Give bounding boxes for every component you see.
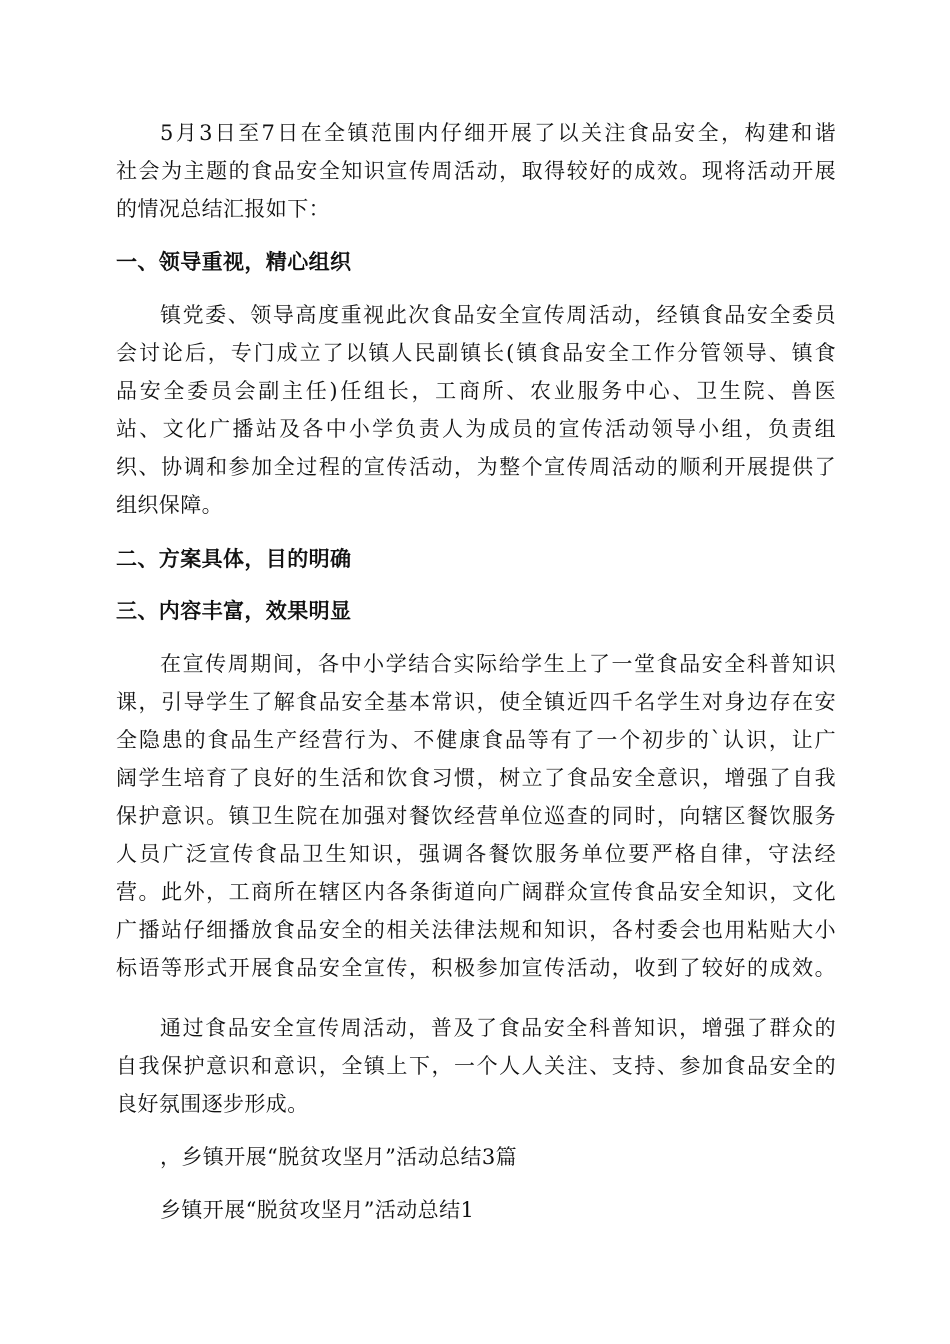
text-line: 自我保护意识和意识，全镇上下，一个人人关注、支持、参加食品安全的 [116,1054,836,1078]
text-line: 5月3日至7日在全镇范围内仔细开展了以关注食品安全，构建和谐 [160,121,836,145]
text-line: 站、文化广播站及各中小学负责人为成员的宣传活动领导小组，负责组 [116,417,836,441]
text-line: 通过食品安全宣传周活动，普及了食品安全科普知识，增强了群众的 [160,1016,836,1040]
text-line: 在宣传周期间，各中小学结合实际给学生上了一堂食品安全科普知识 [160,652,836,676]
section-heading-3: 三、内容丰富，效果明显 [116,599,352,623]
text-line: 织、协调和参加全过程的宣传活动，为整个宣传周活动的顺利开展提供了 [116,455,836,479]
text-line: 镇党委、领导高度重视此次食品安全宣传周活动，经镇食品安全委员 [160,303,836,327]
text-line: 全隐患的食品生产经营行为、不健康食品等有了一个初步的`认识，让广 [116,728,836,752]
text-line: 会讨论后，专门成立了以镇人民副镇长(镇食品安全工作分管领导、镇食 [116,341,836,365]
text-line: 的情况总结汇报如下： [116,197,330,221]
paragraph-leadership [116,296,836,524]
text-line: 阔学生培育了良好的生活和饮食习惯，树立了食品安全意识，增强了自我 [116,766,836,790]
paragraph-content [116,645,836,987]
article-link-title: ，乡镇开展“脱贫攻坚月”活动总结3篇 [160,1145,518,1169]
text-line: 组织保障。 [116,493,223,517]
article-subtitle: 乡镇开展“脱贫攻坚月”活动总结1 [160,1198,475,1222]
text-line: 广播站仔细播放食品安全的相关法律法规和知识，各村委会也用粘贴大小 [116,918,836,942]
section-heading-1: 一、领导重视，精心组织 [116,250,352,274]
paragraph-conclusion [116,1009,836,1123]
text-line: 保护意识。镇卫生院在加强对餐饮经营单位巡查的同时，向辖区餐饮服务 [116,804,836,828]
text-line: 营。此外，工商所在辖区内各条街道向广阔群众宣传食品安全知识，文化 [116,880,836,904]
text-line: 社会为主题的食品安全知识宣传周活动，取得较好的成效。现将活动开展 [116,159,836,183]
paragraph-intro [116,114,836,228]
text-line: 良好氛围逐步形成。 [116,1092,309,1116]
text-line: 品安全委员会副主任)任组长，工商所、农业服务中心、卫生院、兽医 [116,379,836,403]
text-line: 标语等形式开展食品安全宣传，积极参加宣传活动，收到了较好的成效。 [116,956,836,980]
text-line: 人员广泛宣传食品卫生知识，强调各餐饮服务单位要严格自律，守法经 [116,842,836,866]
text-line: 课，引导学生了解食品安全基本常识，使全镇近四千名学生对身边存在安 [116,690,836,714]
section-heading-2: 二、方案具体，目的明确 [116,547,352,571]
